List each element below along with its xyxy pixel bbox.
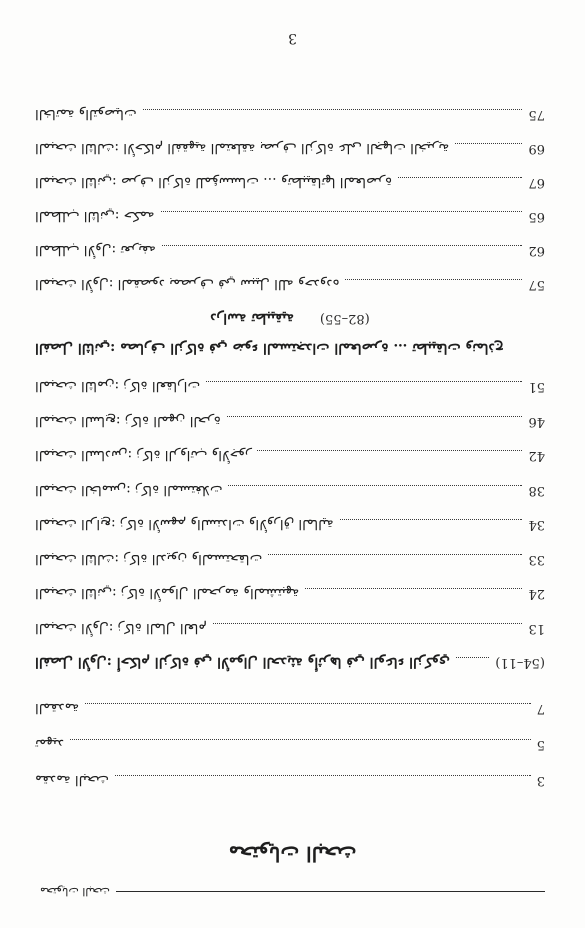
toc-entry-page: 13 [528, 621, 545, 636]
toc-entry-title: مقدمة البحث [35, 772, 109, 788]
toc-entry-page: 57 [528, 277, 545, 292]
toc-entry-page: 3 [536, 773, 545, 788]
dot-leader [346, 279, 523, 280]
toc-entry[interactable] [35, 138, 545, 158]
dot-leader [228, 485, 522, 486]
toc-entry-title: المبحث الثالث: الأحكام الفقهية المتعلقة بصرف الزكاة على الجهات الخيرية [35, 140, 450, 156]
toc-section-continued[interactable] [35, 308, 545, 328]
toc-entry[interactable] [35, 734, 545, 754]
toc-entry-title: المبحث الخامس: زكاة المستغلات [35, 482, 223, 498]
dot-leader [268, 554, 522, 555]
toc-entry[interactable] [35, 618, 545, 638]
running-head-title: محتويات البحث [40, 885, 110, 899]
toc-entry-title: المبحث الثالث: زكاة الديون والمستحقات [35, 551, 263, 567]
dot-leader [456, 657, 489, 658]
dot-leader [143, 109, 523, 110]
toc-entry[interactable] [35, 240, 545, 260]
toc-section-pages: (55–82) [319, 311, 370, 326]
toc-entry-title: المبحث السابع: زكاة المهن الحرة [35, 413, 221, 429]
toc-entry-title: المطلب الثاني: حكمه [35, 208, 155, 224]
page-number: 3 [288, 30, 297, 46]
toc-entry-page: 7 [536, 701, 545, 716]
toc-entry[interactable] [35, 206, 545, 226]
toc-entry-page: 5 [536, 737, 545, 752]
dot-leader [340, 519, 523, 520]
toc-entry-page: 67 [528, 175, 545, 190]
toc-entry-title: المبحث الثاني: زكاة الأموال المحرمة والمشتبهة [35, 585, 300, 601]
toc-entry-title: الخاتمة والتوصيات [35, 106, 137, 122]
toc-entry[interactable] [35, 514, 545, 534]
running-head [40, 881, 545, 903]
dot-leader [305, 588, 522, 589]
dot-leader [115, 775, 531, 776]
toc-entry-page: 75 [528, 107, 545, 122]
toc-entry-page: 69 [528, 141, 545, 156]
dot-leader [206, 381, 522, 382]
toc-entry-page: 65 [528, 209, 545, 224]
toc-section-pages: (11–54) [495, 655, 545, 670]
toc-section-title: الفصل الثاني: مصارف الزكاة في ضوء المستجدات المعاصرة … تطبيقات ونماذج [35, 340, 504, 356]
toc-entry[interactable] [35, 480, 545, 500]
toc-entry-title: المبحث الأول: المقصود بمصرف في سبيل الله وحدوده [35, 276, 340, 292]
toc-entry-page: 38 [528, 483, 545, 498]
toc-entry-title: المبحث الثامن: زكاة العقارات [35, 378, 201, 394]
dot-leader [161, 211, 523, 212]
toc-entry[interactable] [35, 770, 545, 790]
dot-leader [227, 416, 523, 417]
toc-entry[interactable] [35, 411, 545, 431]
dot-leader [398, 177, 522, 178]
toc-entry-title: تمهيد [35, 736, 64, 752]
toc-entry[interactable] [35, 172, 545, 192]
toc-section-title: الفصل الأول: أحكام الزكاة في الأموال الحديثة وأثرها في الوعاء الزكوي [35, 654, 450, 670]
dot-leader [162, 245, 523, 246]
dot-leader [257, 450, 522, 451]
toc-entry-page: 46 [528, 414, 545, 429]
toc-entry-title: المطلب الأول: تعريفه [35, 242, 156, 258]
toc-section-subtitle: دراسة تطبيقية [210, 310, 294, 326]
toc-entry[interactable] [35, 274, 545, 294]
toc-entry[interactable] [35, 698, 545, 718]
toc-entry-page: 62 [528, 243, 545, 258]
toc-entry-title: المبحث الأول: زكاة المال العام [35, 620, 207, 636]
toc-section[interactable] [35, 652, 545, 672]
dot-leader [85, 703, 531, 704]
toc-entry-page: 33 [528, 552, 545, 567]
toc-entry-title: المبحث الثاني: صرف الزكاة للمؤسسات … وتطبيقاتها المعاصرة [35, 174, 393, 190]
toc-entry-page: 24 [528, 586, 545, 601]
toc-section[interactable] [35, 338, 545, 358]
toc-entry[interactable] [35, 445, 545, 465]
page-heading: محتويات البحث [228, 842, 357, 866]
toc-entry-page: 34 [528, 517, 545, 532]
toc-entry-title: المبحث الرابع: زكاة الأسهم والسندات والأوراق المالية [35, 516, 334, 532]
header-rule [116, 892, 545, 893]
dot-leader [70, 739, 531, 740]
toc-entry[interactable] [35, 376, 545, 396]
dot-leader [213, 623, 523, 624]
dot-leader [455, 143, 522, 144]
toc-entry-title: المقدمة [35, 700, 80, 716]
toc-entry-title: المبحث السادس: زكاة الرواتب والأجور [35, 447, 252, 463]
toc-entry[interactable] [35, 104, 545, 124]
toc-entry-page: 51 [528, 379, 545, 394]
toc-entry[interactable] [35, 583, 545, 603]
toc-entry[interactable] [35, 549, 545, 569]
toc-entry-page: 42 [528, 448, 545, 463]
